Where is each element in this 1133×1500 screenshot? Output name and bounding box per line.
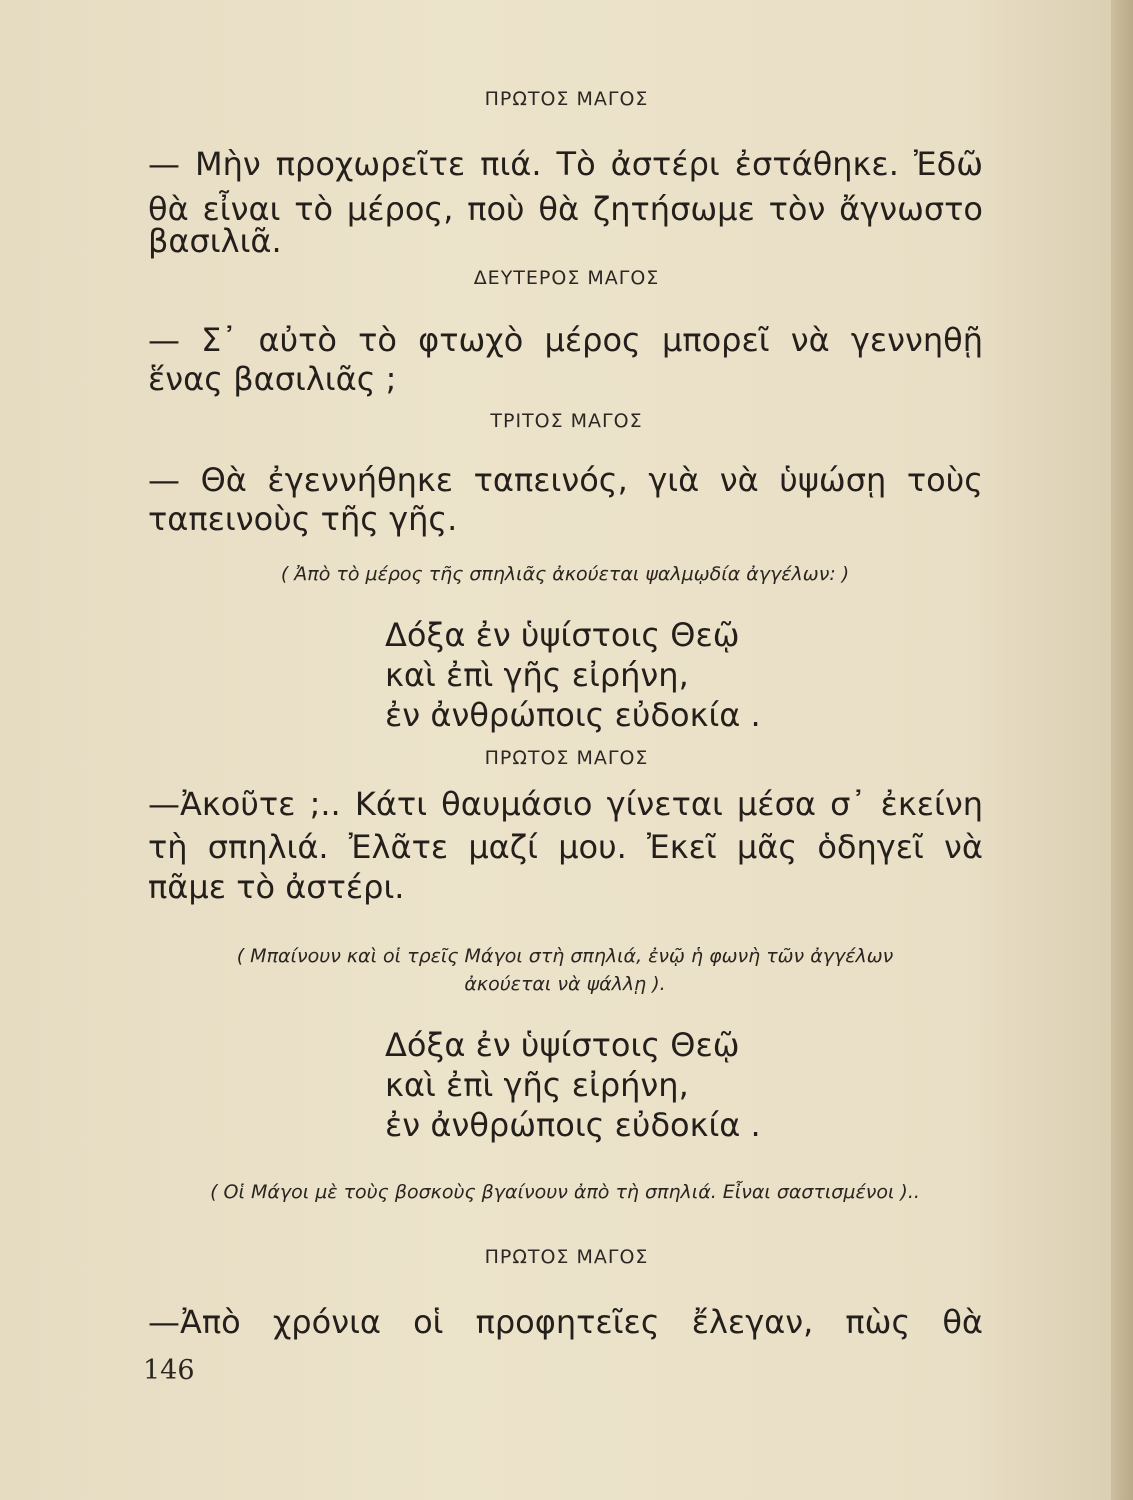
text-line: —Ἀπὸ χρόνια οἱ προφητεῖες ἔλεγαν, πὼς θὰ [148,1303,983,1341]
hymn-line: ἐν ἀνθρώποις εὐδοκία . [385,1106,761,1144]
text-line: —Ἀκοῦτε ;.. Κάτι θαυμάσιο γίνεται μέσα σ᾿ ἐκείνη [148,785,983,823]
hymn-block [385,615,761,735]
text-line: πᾶμε τὸ ἀστέρι. [148,868,405,906]
text-line: — Θὰ ἐγεννήθηκε ταπεινός, γιὰ νὰ ὑψώσῃ τοὺς [148,461,983,499]
text-line: ἕνας βασιλιᾶς ; [148,360,397,398]
hymn-line: καὶ ἐπὶ γῆς εἰρήνη, [385,1066,689,1104]
stage-direction: ( Μπαίνουν καὶ οἱ τρεῖς Μάγοι στὴ σπηλιά, ἐνῷ ἡ φωνὴ τῶν ἀγγέλων [236,945,894,967]
hymn-line: Δόξα ἐν ὑψίστοις Θεῷ [385,616,740,654]
text-line: — Σ᾿ αὐτὸ τὸ φτωχὸ μέρος μπορεῖ νὰ γεννηθῇ [148,321,983,359]
hymn-block [385,1025,761,1145]
text-line: θὰ εἶναι τὸ μέρος, ποὺ θὰ ζητήσωμε τὸν ἄγνωστο [148,190,983,228]
hymn-line: ἐν ἀνθρώποις εὐδοκία . [385,696,761,734]
text-line: — Μὴν προχωρεῖτε πιά. Τὸ ἀστέρι ἐστάθηκε. Ἐδῶ [148,145,983,183]
text-line: τὴ σπηλιά. Ἐλᾶτε μαζί μου. Ἐκεῖ μᾶς ὁδηγεῖ νὰ [148,828,983,866]
speaker-heading: ΔΕΥΤΕΡΟΣ ΜΑΓΟΣ [473,267,660,289]
speaker-heading: ΠΡΩΤΟΣ ΜΑΓΟΣ [484,747,649,769]
text-line: βασιλιᾶ. [148,222,282,260]
stage-direction: ἀκούεται νὰ ψάλλῃ ). [464,973,666,995]
speaker-heading: ΠΡΩΤΟΣ ΜΑΓΟΣ [484,88,649,110]
speaker-heading: ΠΡΩΤΟΣ ΜΑΓΟΣ [484,1246,649,1268]
stage-direction: ( Ἀπὸ τὸ μέρος τῆς σπηλιᾶς ἀκούεται ψαλμῳδία ἀγγέλων: ) [280,563,850,585]
stage-direction: ( Οἱ Μάγοι μὲ τοὺς βοσκοὺς βγαίνουν ἀπὸ τὴ σπηλιά. Εἶναι σαστισμένοι ).. [210,1181,920,1203]
speaker-heading: ΤΡΙΤΟΣ ΜΑΓΟΣ [490,410,643,432]
page-number: 146 [143,1355,195,1386]
hymn-line: καὶ ἐπὶ γῆς εἰρήνη, [385,656,689,694]
hymn-line: Δόξα ἐν ὑψίστοις Θεῷ [385,1026,740,1064]
text-line: ταπεινοὺς τῆς γῆς. [148,500,458,538]
